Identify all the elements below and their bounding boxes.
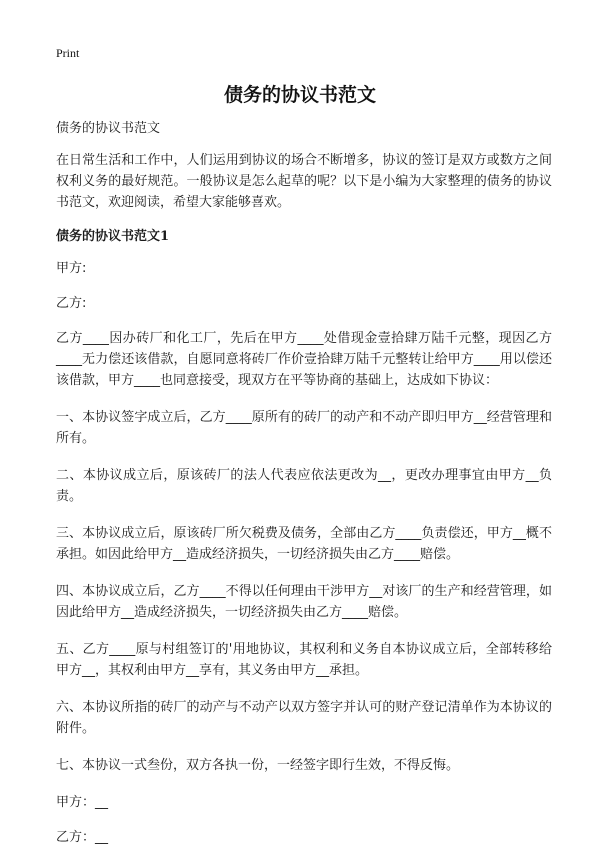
signature-party-a: 甲方：__ xyxy=(56,795,109,810)
signature-party-b: 乙方：__ xyxy=(56,830,109,845)
intro-paragraph: 在日常生活和工作中，人们运用到协议的场合不断增多，协议的签订是双方或数方之间权利义务的最好规范。一般协议是怎么起草的呢？以下是小编为大家整理的债务的协议书范文，欢迎阅读，希望大家能够喜欢。 xyxy=(56,153,552,210)
clause-1: 一、本协议签字成立后，乙方____原所有的砖厂的动产和不动产即归甲方__经营管理和所有。 xyxy=(56,410,552,446)
document-subtitle: 债务的协议书范文 xyxy=(56,121,161,136)
section-heading: 债务的协议书范文1 xyxy=(56,229,170,244)
clause-2: 二、本协议成立后，原该砖厂的法人代表应依法更改为__，更改办理事宜由甲方__负责。 xyxy=(56,468,552,504)
party-a-label: 甲方: xyxy=(56,261,87,276)
clause-6: 六、本协议所指的砖厂的动产与不动产以双方签字并认可的财产登记清单作为本协议的附件。 xyxy=(56,700,552,736)
document-body xyxy=(56,118,552,862)
clause-4: 四、本协议成立后，乙方____不得以任何理由干涉甲方__对该厂的生产和经营管理，如因此给甲方__造成经济损失，一切经济损失由乙方____赔偿。 xyxy=(56,584,552,620)
party-b-label: 乙方: xyxy=(56,296,87,311)
clause-7: 七、本协议一式叁份，双方各执一份，一经签字即行生效，不得反悔。 xyxy=(56,758,460,773)
page-title: 债务的协议书范文 xyxy=(223,84,376,106)
clause-5: 五、乙方____原与村组签订的'用地协议，其权利和义务自本协议成立后，全部转移给甲方__，其权利由甲方__享有，其义务由甲方__承担。 xyxy=(56,642,552,678)
preamble-paragraph: 乙方____因办砖厂和化工厂，先后在甲方____处借现金壹拾肆万陆千元整，现因乙方____无力偿还该借款，自愿同意将砖厂作价壹拾肆万陆千元整转让给甲方____用以偿还该借款，甲方____也同意接受，现双方在平等协商的基础上，达成如下协议： xyxy=(56,331,552,388)
clause-3: 三、本协议成立后，原该砖厂所欠税费及债务，全部由乙方____负责偿还，甲方__概不承担。如因此给甲方__造成经济损失，一切经济损失由乙方____赔偿。 xyxy=(56,526,552,562)
print-link[interactable]: Print xyxy=(56,46,80,60)
